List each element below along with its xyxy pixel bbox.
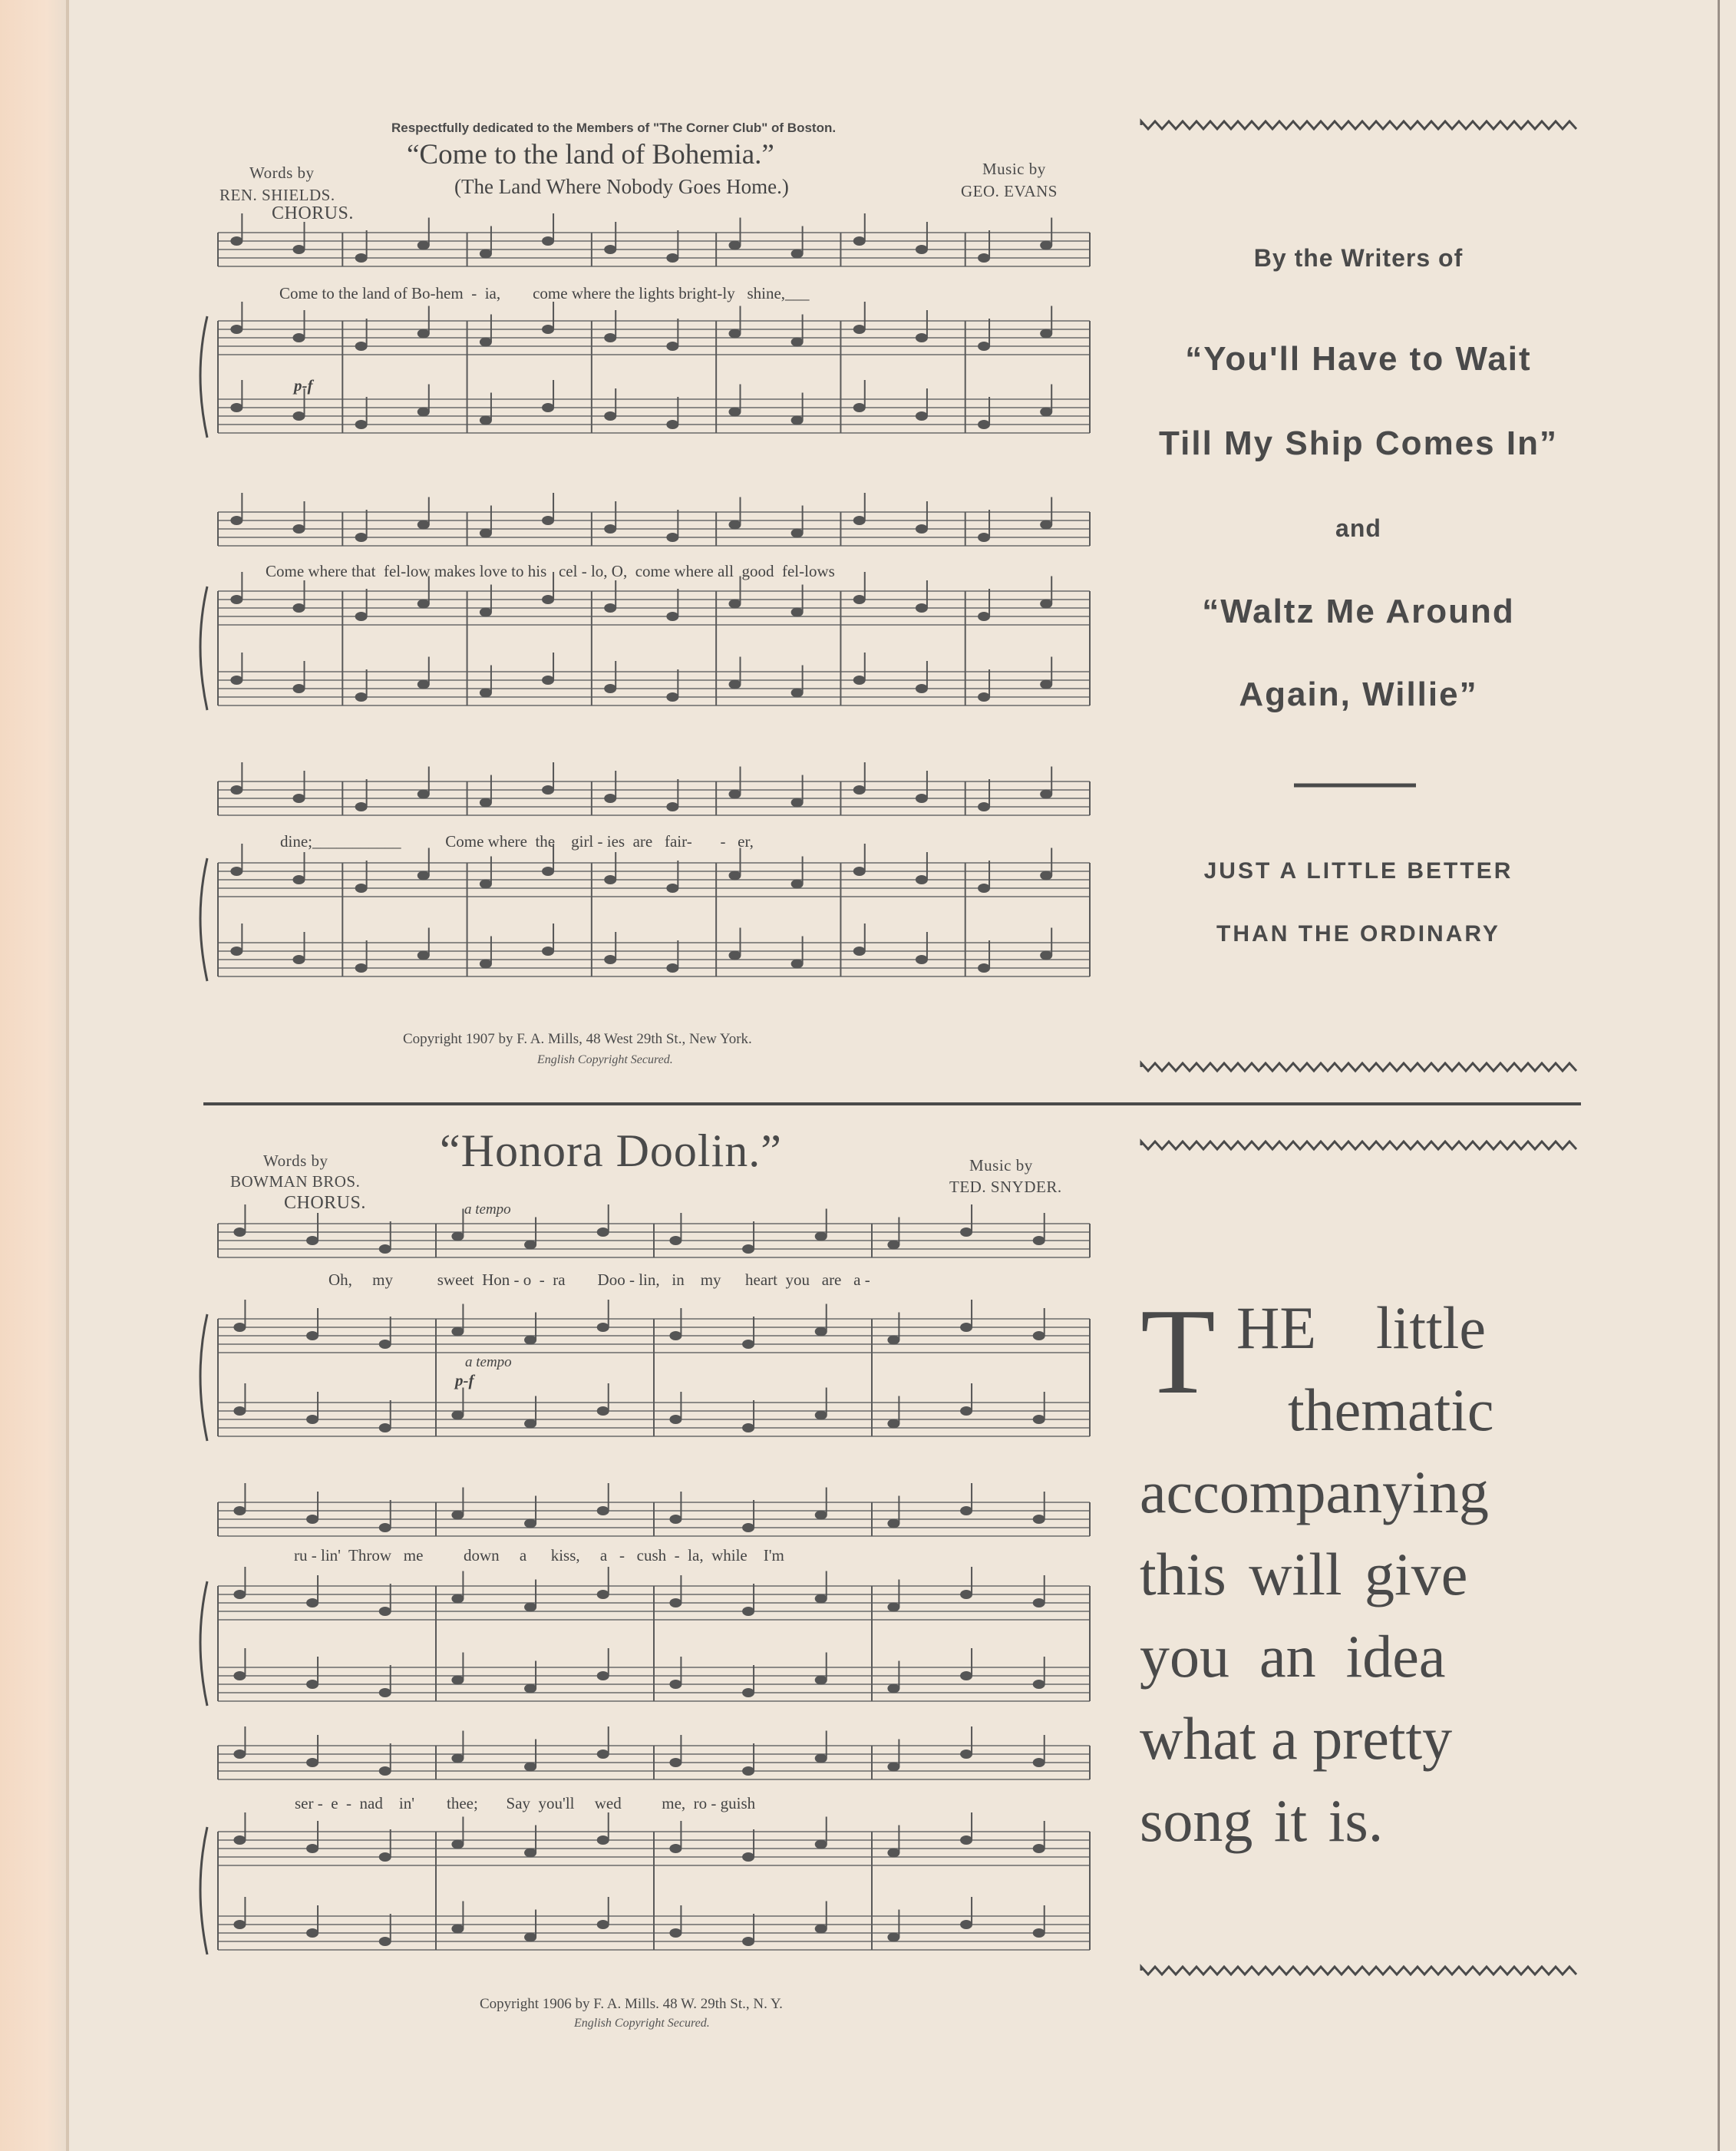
note-head <box>292 955 305 964</box>
note-head <box>887 1241 899 1250</box>
note-head <box>669 1844 682 1853</box>
note-head <box>791 960 804 969</box>
grand-staff-brace <box>200 316 207 438</box>
note-head <box>742 1340 754 1349</box>
note-head <box>815 1411 827 1420</box>
note-head <box>451 1925 464 1934</box>
note-head <box>306 1515 318 1524</box>
note-head <box>1040 680 1052 689</box>
note-head <box>451 1676 464 1685</box>
note-head <box>597 1835 609 1845</box>
note-head <box>728 329 741 339</box>
note-head <box>480 798 492 808</box>
song2-lyric-line: Oh, my sweet Hon - o - ra Doo - lin, in my heart you are a - <box>328 1270 870 1289</box>
note-head <box>233 1323 246 1332</box>
note-head <box>978 692 990 702</box>
note-head <box>379 1607 391 1616</box>
note-head <box>742 1852 754 1862</box>
note-head <box>597 1920 609 1929</box>
note-head <box>524 1849 536 1858</box>
song2-title: “Honora Doolin.” <box>440 1125 782 1176</box>
song1-copyright-note: English Copyright Secured. <box>537 1053 673 1066</box>
note-head <box>1033 1236 1045 1245</box>
note-head <box>230 403 243 412</box>
note-head <box>666 612 678 621</box>
note-head <box>1040 790 1052 799</box>
note-head <box>230 947 243 956</box>
note-head <box>887 1933 899 1942</box>
note-head <box>355 692 368 702</box>
note-head <box>1033 1844 1045 1853</box>
song2-music-author: TED. SNYDER. <box>949 1178 1062 1196</box>
song2-lyric-line: ru - lin' Throw me down a kiss, a - cush - la, while I'm <box>294 1546 784 1565</box>
promo-line: accompanying <box>1140 1459 1489 1525</box>
note-head <box>960 1920 972 1929</box>
note-head <box>604 875 616 884</box>
note-head <box>524 1419 536 1429</box>
note-head <box>306 1758 318 1767</box>
note-head <box>480 338 492 347</box>
note-head <box>524 1336 536 1345</box>
note-head <box>230 785 243 795</box>
note-head <box>960 1506 972 1515</box>
note-head <box>978 884 990 893</box>
note-head <box>1033 1415 1045 1424</box>
note-head <box>451 1511 464 1520</box>
promo-line: song it is. <box>1140 1787 1384 1854</box>
note-head <box>978 533 990 542</box>
promo-line: HE little <box>1236 1294 1486 1361</box>
note-head <box>355 420 368 429</box>
note-head <box>916 524 928 534</box>
note-head <box>887 1603 899 1612</box>
note-head <box>604 411 616 421</box>
note-head <box>355 612 368 621</box>
note-head <box>355 884 368 893</box>
note-head <box>417 329 430 339</box>
note-head <box>542 676 554 685</box>
note-head <box>233 1406 246 1416</box>
note-head <box>815 1925 827 1934</box>
note-head <box>853 236 866 246</box>
note-head <box>669 1515 682 1524</box>
note-head <box>355 253 368 263</box>
note-head <box>597 1227 609 1237</box>
note-head <box>887 1519 899 1528</box>
note-head <box>379 1852 391 1862</box>
note-head <box>379 1244 391 1254</box>
note-head <box>233 1671 246 1680</box>
note-head <box>978 253 990 263</box>
note-head <box>1040 241 1052 250</box>
note-head <box>791 249 804 259</box>
note-head <box>233 1835 246 1845</box>
grand-staff-brace <box>200 586 207 710</box>
note-head <box>1033 1515 1045 1524</box>
note-head <box>230 516 243 525</box>
zigzag-ornament <box>1141 1063 1576 1071</box>
note-head <box>292 603 305 613</box>
promo-line: thematic <box>1288 1376 1494 1443</box>
note-head <box>853 785 866 795</box>
note-head <box>666 802 678 811</box>
note-head <box>604 333 616 342</box>
note-head <box>853 516 866 525</box>
sidebar-by-writers: By the Writers of <box>1253 244 1464 272</box>
note-head <box>669 1928 682 1938</box>
note-head <box>742 1523 754 1532</box>
note-head <box>1040 520 1052 530</box>
sidebar-slogan-line2: THAN THE ORDINARY <box>1216 921 1500 947</box>
note-head <box>1040 951 1052 960</box>
note-head <box>916 684 928 693</box>
note-head <box>815 1327 827 1337</box>
note-head <box>791 608 804 617</box>
grand-staff-brace <box>200 858 207 981</box>
note-head <box>230 325 243 334</box>
note-head <box>960 1671 972 1680</box>
note-head <box>728 408 741 417</box>
note-head <box>417 241 430 250</box>
note-head <box>542 516 554 525</box>
song1-music-label: Music by <box>982 160 1046 178</box>
note-head <box>853 676 866 685</box>
song1-subtitle: (The Land Where Nobody Goes Home.) <box>454 175 789 198</box>
note-head <box>355 802 368 811</box>
note-head <box>604 955 616 964</box>
note-head <box>916 245 928 254</box>
note-head <box>666 342 678 351</box>
song1-title: “Come to the land of Bohemia.” <box>407 139 774 170</box>
note-head <box>916 955 928 964</box>
note-head <box>379 1937 391 1946</box>
note-head <box>960 1750 972 1759</box>
note-head <box>916 875 928 884</box>
note-head <box>597 1750 609 1759</box>
note-head <box>1033 1758 1045 1767</box>
note-head <box>597 1406 609 1416</box>
note-head <box>815 1594 827 1604</box>
note-head <box>1040 600 1052 609</box>
note-head <box>887 1336 899 1345</box>
sidebar-hit1-line1: “You'll Have to Wait <box>1185 340 1532 378</box>
note-head <box>887 1419 899 1429</box>
note-head <box>306 1844 318 1853</box>
note-head <box>355 342 368 351</box>
grand-staff-brace <box>200 1314 207 1441</box>
note-head <box>742 1688 754 1697</box>
song1-lyric-line: dine;___________ Come where the girl - ies are fair- - er, <box>280 832 754 851</box>
grand-staff-brace <box>200 1827 207 1954</box>
note-head <box>1033 1928 1045 1938</box>
note-head <box>791 689 804 698</box>
note-head <box>524 1684 536 1693</box>
note-head <box>480 608 492 617</box>
note-head <box>978 420 990 429</box>
note-head <box>978 612 990 621</box>
song2-music-label: Music by <box>969 1156 1033 1175</box>
note-head <box>524 1933 536 1942</box>
note-head <box>1033 1331 1045 1340</box>
note-head <box>379 1766 391 1776</box>
note-head <box>480 880 492 889</box>
note-head <box>233 1920 246 1929</box>
zigzag-ornament <box>1141 1142 1576 1149</box>
note-head <box>306 1415 318 1424</box>
note-head <box>916 794 928 803</box>
note-head <box>480 689 492 698</box>
note-head <box>604 245 616 254</box>
note-head <box>451 1327 464 1337</box>
note-head <box>292 524 305 534</box>
song1-dynamic-marking: p-f <box>294 376 313 395</box>
note-head <box>230 595 243 604</box>
note-head <box>417 871 430 881</box>
song1-copyright: Copyright 1907 by F. A. Mills, 48 West 29th St., New York. <box>403 1031 752 1047</box>
note-head <box>306 1598 318 1607</box>
note-head <box>916 603 928 613</box>
note-head <box>1040 329 1052 339</box>
note-head <box>292 333 305 342</box>
note-head <box>233 1750 246 1759</box>
note-head <box>742 1607 754 1616</box>
note-head <box>524 1519 536 1528</box>
note-head <box>960 1590 972 1599</box>
note-head <box>451 1411 464 1420</box>
song2-copyright-note: English Copyright Secured. <box>574 2017 710 2030</box>
note-head <box>1033 1680 1045 1689</box>
note-head <box>597 1323 609 1332</box>
note-head <box>233 1590 246 1599</box>
note-head <box>978 802 990 811</box>
note-head <box>306 1928 318 1938</box>
song1-words-author: REN. SHIELDS. <box>219 186 335 204</box>
note-head <box>542 595 554 604</box>
note-head <box>292 875 305 884</box>
note-head <box>960 1835 972 1845</box>
song2-tempo-mark-2: a tempo <box>465 1354 512 1370</box>
note-head <box>292 684 305 693</box>
zigzag-ornament <box>1141 121 1576 129</box>
note-head <box>815 1676 827 1685</box>
note-head <box>417 951 430 960</box>
note-head <box>597 1506 609 1515</box>
note-head <box>960 1323 972 1332</box>
note-head <box>292 411 305 421</box>
note-head <box>417 600 430 609</box>
note-head <box>728 951 741 960</box>
note-head <box>451 1840 464 1849</box>
song1-lyric-line: Come to the land of Bo-hem - ia, come where the lights bright-ly shine,___ <box>279 284 810 302</box>
note-head <box>742 1766 754 1776</box>
note-head <box>742 1423 754 1432</box>
note-head <box>542 325 554 334</box>
note-head <box>853 595 866 604</box>
note-head <box>728 680 741 689</box>
note-head <box>417 790 430 799</box>
note-head <box>597 1590 609 1599</box>
note-head <box>604 524 616 534</box>
note-head <box>666 884 678 893</box>
note-head <box>728 871 741 881</box>
note-head <box>230 676 243 685</box>
note-head <box>451 1754 464 1763</box>
note-head <box>853 325 866 334</box>
note-head <box>451 1594 464 1604</box>
note-head <box>853 867 866 876</box>
note-head <box>728 600 741 609</box>
song2-dynamic-marking: p-f <box>455 1371 474 1389</box>
note-head <box>524 1603 536 1612</box>
promo-line: you an idea <box>1140 1623 1446 1690</box>
song2-lyric-line: ser - e - nad in' thee; Say you'll wed me, ro - guish <box>295 1794 756 1812</box>
note-head <box>379 1423 391 1432</box>
song2-copyright: Copyright 1906 by F. A. Mills. 48 W. 29th St., N. Y. <box>480 1996 783 2012</box>
note-head <box>417 520 430 530</box>
song2-tempo-mark: a tempo <box>464 1201 511 1218</box>
note-head <box>604 794 616 803</box>
note-head <box>669 1236 682 1245</box>
note-head <box>916 333 928 342</box>
promo-line: this will give <box>1140 1541 1468 1607</box>
note-head <box>306 1236 318 1245</box>
note-head <box>292 794 305 803</box>
note-head <box>669 1680 682 1689</box>
note-head <box>597 1671 609 1680</box>
note-head <box>815 1754 827 1763</box>
note-head <box>417 680 430 689</box>
note-head <box>451 1232 464 1241</box>
note-head <box>791 338 804 347</box>
note-head <box>524 1763 536 1772</box>
note-head <box>233 1506 246 1515</box>
song2-words-label: Words by <box>263 1151 328 1170</box>
note-head <box>978 342 990 351</box>
note-head <box>666 692 678 702</box>
note-head <box>1033 1598 1045 1607</box>
song1-lyric-line: Come where that fel-low makes love to his cel - lo, O, come where all good fel-lows <box>266 562 835 580</box>
note-head <box>815 1840 827 1849</box>
promo-line: what a pretty <box>1140 1705 1453 1772</box>
note-head <box>542 403 554 412</box>
note-head <box>230 867 243 876</box>
note-head <box>542 867 554 876</box>
note-head <box>379 1523 391 1532</box>
note-head <box>728 241 741 250</box>
note-head <box>669 1598 682 1607</box>
note-head <box>669 1758 682 1767</box>
song1-words-label: Words by <box>249 164 315 182</box>
note-head <box>230 236 243 246</box>
note-head <box>1040 408 1052 417</box>
note-head <box>604 603 616 613</box>
note-head <box>355 533 368 542</box>
note-head <box>542 785 554 795</box>
note-head <box>791 529 804 538</box>
note-head <box>480 529 492 538</box>
note-head <box>960 1406 972 1416</box>
note-head <box>666 963 678 973</box>
note-head <box>669 1415 682 1424</box>
song1-section-label: CHORUS. <box>272 203 354 223</box>
note-head <box>728 790 741 799</box>
note-head <box>791 416 804 425</box>
note-head <box>960 1227 972 1237</box>
grand-staff-brace <box>200 1581 207 1706</box>
note-head <box>379 1688 391 1697</box>
note-head <box>742 1937 754 1946</box>
note-head <box>742 1244 754 1254</box>
note-head <box>887 1763 899 1772</box>
note-head <box>666 420 678 429</box>
sidebar-slogan-line1: JUST A LITTLE BETTER <box>1203 858 1513 884</box>
note-head <box>853 947 866 956</box>
note-head <box>417 408 430 417</box>
song1-music-author: GEO. EVANS <box>961 182 1058 200</box>
note-head <box>791 880 804 889</box>
sidebar-hit1-line2: Till My Ship Comes In” <box>1159 425 1558 462</box>
note-head <box>379 1340 391 1349</box>
note-head <box>916 411 928 421</box>
song1-dedication: Respectfully dedicated to the Members of "The Corner Club" of Boston. <box>391 121 837 135</box>
note-head <box>666 253 678 263</box>
note-head <box>887 1849 899 1858</box>
note-head <box>887 1684 899 1693</box>
note-head <box>728 520 741 530</box>
note-head <box>1040 871 1052 881</box>
note-head <box>666 533 678 542</box>
note-head <box>542 947 554 956</box>
note-head <box>524 1241 536 1250</box>
note-head <box>233 1227 246 1237</box>
note-head <box>669 1331 682 1340</box>
note-head <box>292 245 305 254</box>
note-head <box>306 1680 318 1689</box>
sidebar-and: and <box>1335 514 1381 542</box>
note-head <box>480 416 492 425</box>
note-head <box>978 963 990 973</box>
note-head <box>815 1232 827 1241</box>
note-head <box>815 1511 827 1520</box>
note-head <box>853 403 866 412</box>
sidebar-hit2-line2: Again, Willie” <box>1239 676 1478 713</box>
song2-section-label: CHORUS. <box>284 1193 366 1213</box>
promo-dropcap: T <box>1140 1283 1216 1419</box>
sidebar-hit2-line1: “Waltz Me Around <box>1202 593 1515 630</box>
song2-words-author: BOWMAN BROS. <box>230 1172 361 1191</box>
note-head <box>355 963 368 973</box>
zigzag-ornament <box>1141 1967 1576 1974</box>
note-head <box>480 249 492 259</box>
note-head <box>604 684 616 693</box>
note-head <box>542 236 554 246</box>
note-head <box>791 798 804 808</box>
note-head <box>480 960 492 969</box>
note-head <box>306 1331 318 1340</box>
